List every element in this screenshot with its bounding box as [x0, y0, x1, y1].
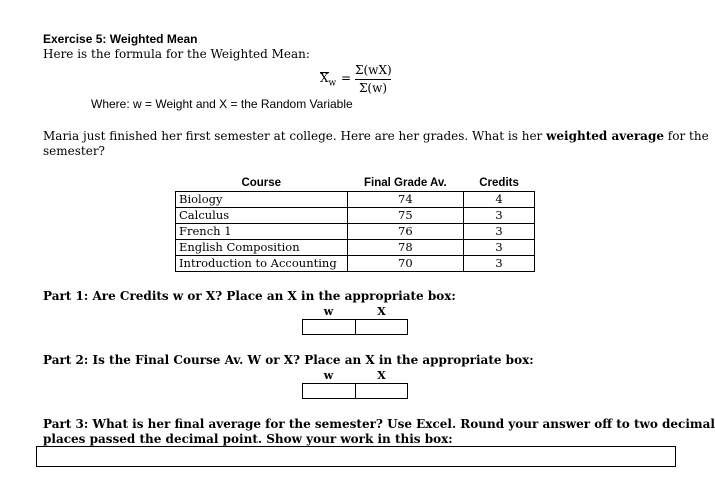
credits-cell: 3 [464, 208, 535, 224]
table-row [176, 208, 535, 224]
grade-cell: 74 [347, 192, 464, 208]
table-row [176, 256, 535, 272]
grades-table [175, 176, 535, 272]
question-suffix: for the [663, 129, 709, 143]
formula-equals: = [341, 71, 352, 85]
formula-numerator: Σ(wX) [355, 63, 392, 77]
grade-cell: 76 [347, 224, 464, 240]
header-course: Course [241, 177, 282, 189]
part1-x-answer-box[interactable] [355, 319, 408, 335]
grade-cell: 70 [347, 256, 464, 272]
question-line-2: semester? [43, 144, 105, 158]
formula-subscript: w [328, 78, 337, 89]
part3-work-box[interactable] [36, 446, 676, 467]
credits-cell: 3 [464, 240, 535, 256]
part1-w-answer-box[interactable] [302, 319, 356, 335]
part3-question-line-2: places passed the decimal point. Show your work in this box: [43, 432, 453, 446]
table-row [176, 240, 535, 256]
table-header-row [176, 176, 535, 192]
part1-label-x: X [377, 305, 386, 318]
formula-denominator: Σ(w) [358, 81, 388, 95]
course-cell: Calculus [176, 208, 348, 224]
grade-cell: 75 [347, 208, 464, 224]
course-cell: English Composition [176, 240, 348, 256]
formula-definition: Where: w = Weight and X = the Random Variable [91, 97, 353, 111]
exercise-title: Exercise 5: Weighted Mean [43, 32, 198, 46]
question-line-1 [43, 129, 709, 144]
credits-cell: 4 [464, 192, 535, 208]
grade-cell: 78 [347, 240, 464, 256]
formula-intro: Here is the formula for the Weighted Mean: [43, 47, 310, 61]
x-bar-symbol: X [320, 71, 329, 85]
credits-cell: 3 [464, 256, 535, 272]
credits-cell: 3 [464, 224, 535, 240]
header-final-grade: Final Grade Av. [364, 177, 447, 189]
table-row [176, 224, 535, 240]
fraction-bar [355, 79, 391, 80]
formula-lhs [320, 71, 336, 91]
part2-label-w: w [323, 369, 334, 382]
part2-x-answer-box[interactable] [355, 383, 408, 399]
part3-question-line-1: Part 3: What is her final average for the semester? Use Excel. Round your answer off to two decimal [43, 417, 715, 431]
question-emphasis: weighted average [546, 129, 664, 143]
part1-label-w: w [323, 305, 334, 318]
course-cell: Introduction to Accounting [176, 256, 348, 272]
part2-w-answer-box[interactable] [302, 383, 356, 399]
table-row [176, 192, 535, 208]
course-cell: French 1 [176, 224, 348, 240]
part2-label-x: X [377, 369, 386, 382]
course-cell: Biology [176, 192, 348, 208]
part1-question: Part 1: Are Credits w or X? Place an X in the appropriate box: [43, 289, 456, 303]
header-credits: Credits [479, 177, 519, 189]
question-prefix: Maria just finished her first semester at college. Here are her grades. What is her [43, 129, 547, 143]
part2-question: Part 2: Is the Final Course Av. W or X? Place an X in the appropriate box: [43, 353, 534, 367]
